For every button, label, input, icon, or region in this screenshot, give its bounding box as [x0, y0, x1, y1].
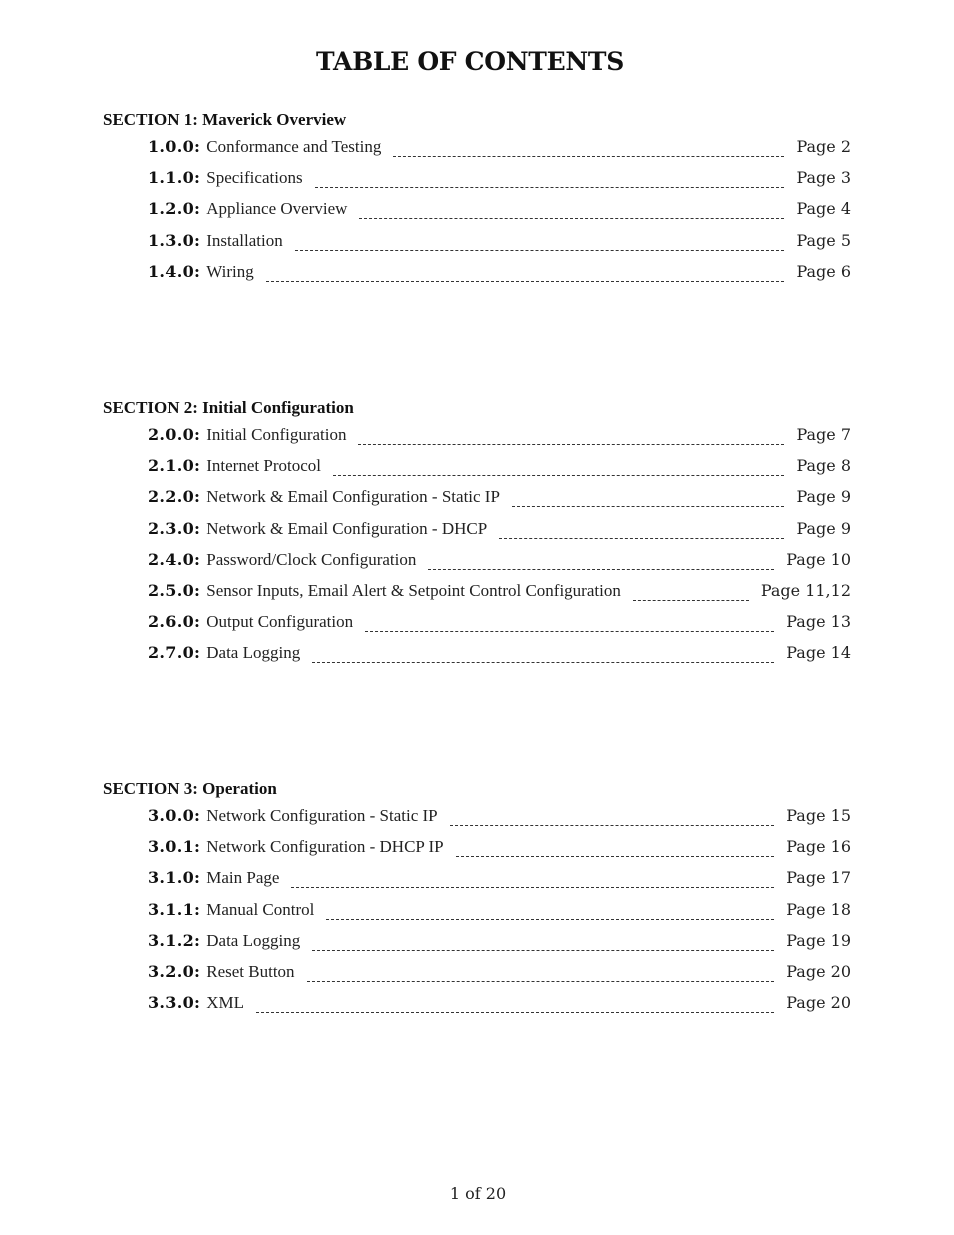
entry-number: 1.0.0: [148, 137, 201, 156]
dotted-leader [456, 856, 775, 857]
dotted-leader [307, 981, 775, 982]
entry-page: Page 11,12 [760, 580, 851, 600]
entry-title: Initial Configuration [206, 425, 347, 444]
page-number-footer: 1 of 20 [449, 1184, 507, 1203]
toc-entry[interactable] [148, 519, 851, 550]
entry-number: 1.4.0: [148, 261, 201, 281]
dotted-leader [393, 156, 784, 157]
toc-entry[interactable] [148, 993, 851, 1024]
entry-number: 2.1.0: [148, 456, 201, 476]
section-heading: SECTION 1: Maverick Overview [103, 110, 347, 129]
entry-number: 2.0.0: [148, 425, 201, 444]
entry-page: Page 15 [786, 806, 851, 825]
section-2 [103, 397, 863, 675]
entry-page: Page 20 [786, 993, 851, 1013]
toc-entry[interactable] [148, 231, 851, 262]
entry-page: Page 13 [786, 612, 851, 632]
entry-title: Data Logging [206, 643, 301, 663]
dotted-leader [499, 538, 784, 539]
toc-entry[interactable] [148, 550, 851, 581]
toc-entry[interactable] [148, 456, 851, 487]
entry-title: XML [206, 993, 245, 1013]
entry-number: 3.1.2: [148, 930, 201, 950]
entry-number: 1.2.0: [148, 199, 201, 219]
dotted-leader [256, 1012, 774, 1013]
entry-title: Wiring [206, 261, 254, 281]
entry-title: Output Configuration [206, 612, 354, 632]
entry-page: Page 16 [786, 837, 851, 857]
entry-title: Manual Control [206, 899, 315, 919]
section-heading: SECTION 2: Initial Configuration [103, 398, 354, 417]
entry-number: 2.5.0: [148, 580, 201, 600]
entry-number: 2.3.0: [148, 518, 201, 538]
entry-title: Specifications [206, 168, 303, 188]
entry-title: Appliance Overview [206, 199, 348, 219]
entry-page: Page 5 [796, 230, 851, 250]
dotted-leader [266, 281, 785, 282]
entry-page: Page 19 [786, 930, 851, 950]
toc-entry[interactable] [148, 137, 851, 168]
entry-title: Installation [206, 230, 283, 250]
dotted-leader [428, 569, 774, 570]
section-heading: SECTION 3: Operation [103, 779, 277, 798]
dotted-leader [450, 825, 775, 826]
entry-page: Page 9 [796, 518, 851, 538]
dotted-leader [312, 662, 774, 663]
entry-page: Page 14 [786, 643, 851, 663]
entry-page: Page 10 [786, 549, 851, 569]
entry-page: Page 2 [796, 137, 851, 156]
entry-page: Page 18 [786, 899, 851, 919]
entry-number: 2.2.0: [148, 487, 201, 507]
entry-number: 3.3.0: [148, 993, 201, 1013]
entry-title: Network Configuration - Static IP [206, 806, 438, 825]
entry-page: Page 9 [796, 487, 851, 507]
entry-number: 3.1.1: [148, 899, 201, 919]
dotted-leader [359, 218, 784, 219]
dotted-leader [358, 444, 784, 445]
entry-page: Page 6 [796, 261, 851, 281]
entry-page: Page 4 [796, 199, 851, 219]
toc-entry[interactable] [148, 425, 851, 456]
entry-title: Data Logging [206, 930, 301, 950]
entry-number: 3.1.0: [148, 868, 201, 888]
entry-title: Conformance and Testing [206, 137, 382, 156]
page-title: TABLE OF CONTENTS [316, 47, 624, 76]
toc-entry[interactable] [148, 806, 851, 837]
toc-entry[interactable] [148, 168, 851, 199]
entry-number: 1.3.0: [148, 230, 201, 250]
entry-title: Main Page [206, 868, 280, 888]
toc-entry[interactable] [148, 931, 851, 962]
dotted-leader [291, 887, 774, 888]
entry-number: 3.0.0: [148, 806, 201, 825]
section-1 [103, 109, 863, 293]
entry-title: Network & Email Configuration - DHCP [206, 518, 488, 538]
section-3 [103, 778, 863, 1024]
entry-number: 2.6.0: [148, 612, 201, 632]
entry-title: Reset Button [206, 961, 295, 981]
toc-entry[interactable] [148, 643, 851, 674]
entry-title: Password/Clock Configuration [206, 549, 417, 569]
entry-page: Page 8 [796, 456, 851, 476]
dotted-leader [326, 919, 774, 920]
entry-page: Page 7 [796, 425, 851, 444]
entry-number: 2.7.0: [148, 643, 201, 663]
toc-entry[interactable] [148, 612, 851, 643]
entry-page: Page 20 [786, 961, 851, 981]
dotted-leader [365, 631, 774, 632]
entry-number: 3.0.1: [148, 837, 201, 857]
entry-title: Network Configuration - DHCP IP [206, 837, 444, 857]
toc-entry[interactable] [148, 581, 851, 612]
toc-entry[interactable] [148, 962, 851, 993]
entry-title: Network & Email Configuration - Static IP [206, 487, 500, 507]
toc-entry[interactable] [148, 900, 851, 931]
entry-page: Page 3 [796, 168, 851, 188]
entry-number: 3.2.0: [148, 961, 201, 981]
dotted-leader [295, 250, 785, 251]
toc-entry[interactable] [148, 837, 851, 868]
entry-page: Page 17 [786, 868, 851, 888]
toc-entry[interactable] [148, 487, 851, 518]
toc-entry[interactable] [148, 199, 851, 230]
dotted-leader [333, 475, 784, 476]
toc-entry[interactable] [148, 262, 851, 293]
toc-entry[interactable] [148, 868, 851, 899]
entry-number: 1.1.0: [148, 168, 201, 188]
dotted-leader [315, 187, 785, 188]
dotted-leader [312, 950, 774, 951]
entry-number: 2.4.0: [148, 549, 201, 569]
entry-title: Internet Protocol [206, 456, 321, 476]
dotted-leader [512, 506, 785, 507]
entry-title: Sensor Inputs, Email Alert & Setpoint Control Configuration [206, 580, 621, 600]
dotted-leader [633, 600, 749, 601]
